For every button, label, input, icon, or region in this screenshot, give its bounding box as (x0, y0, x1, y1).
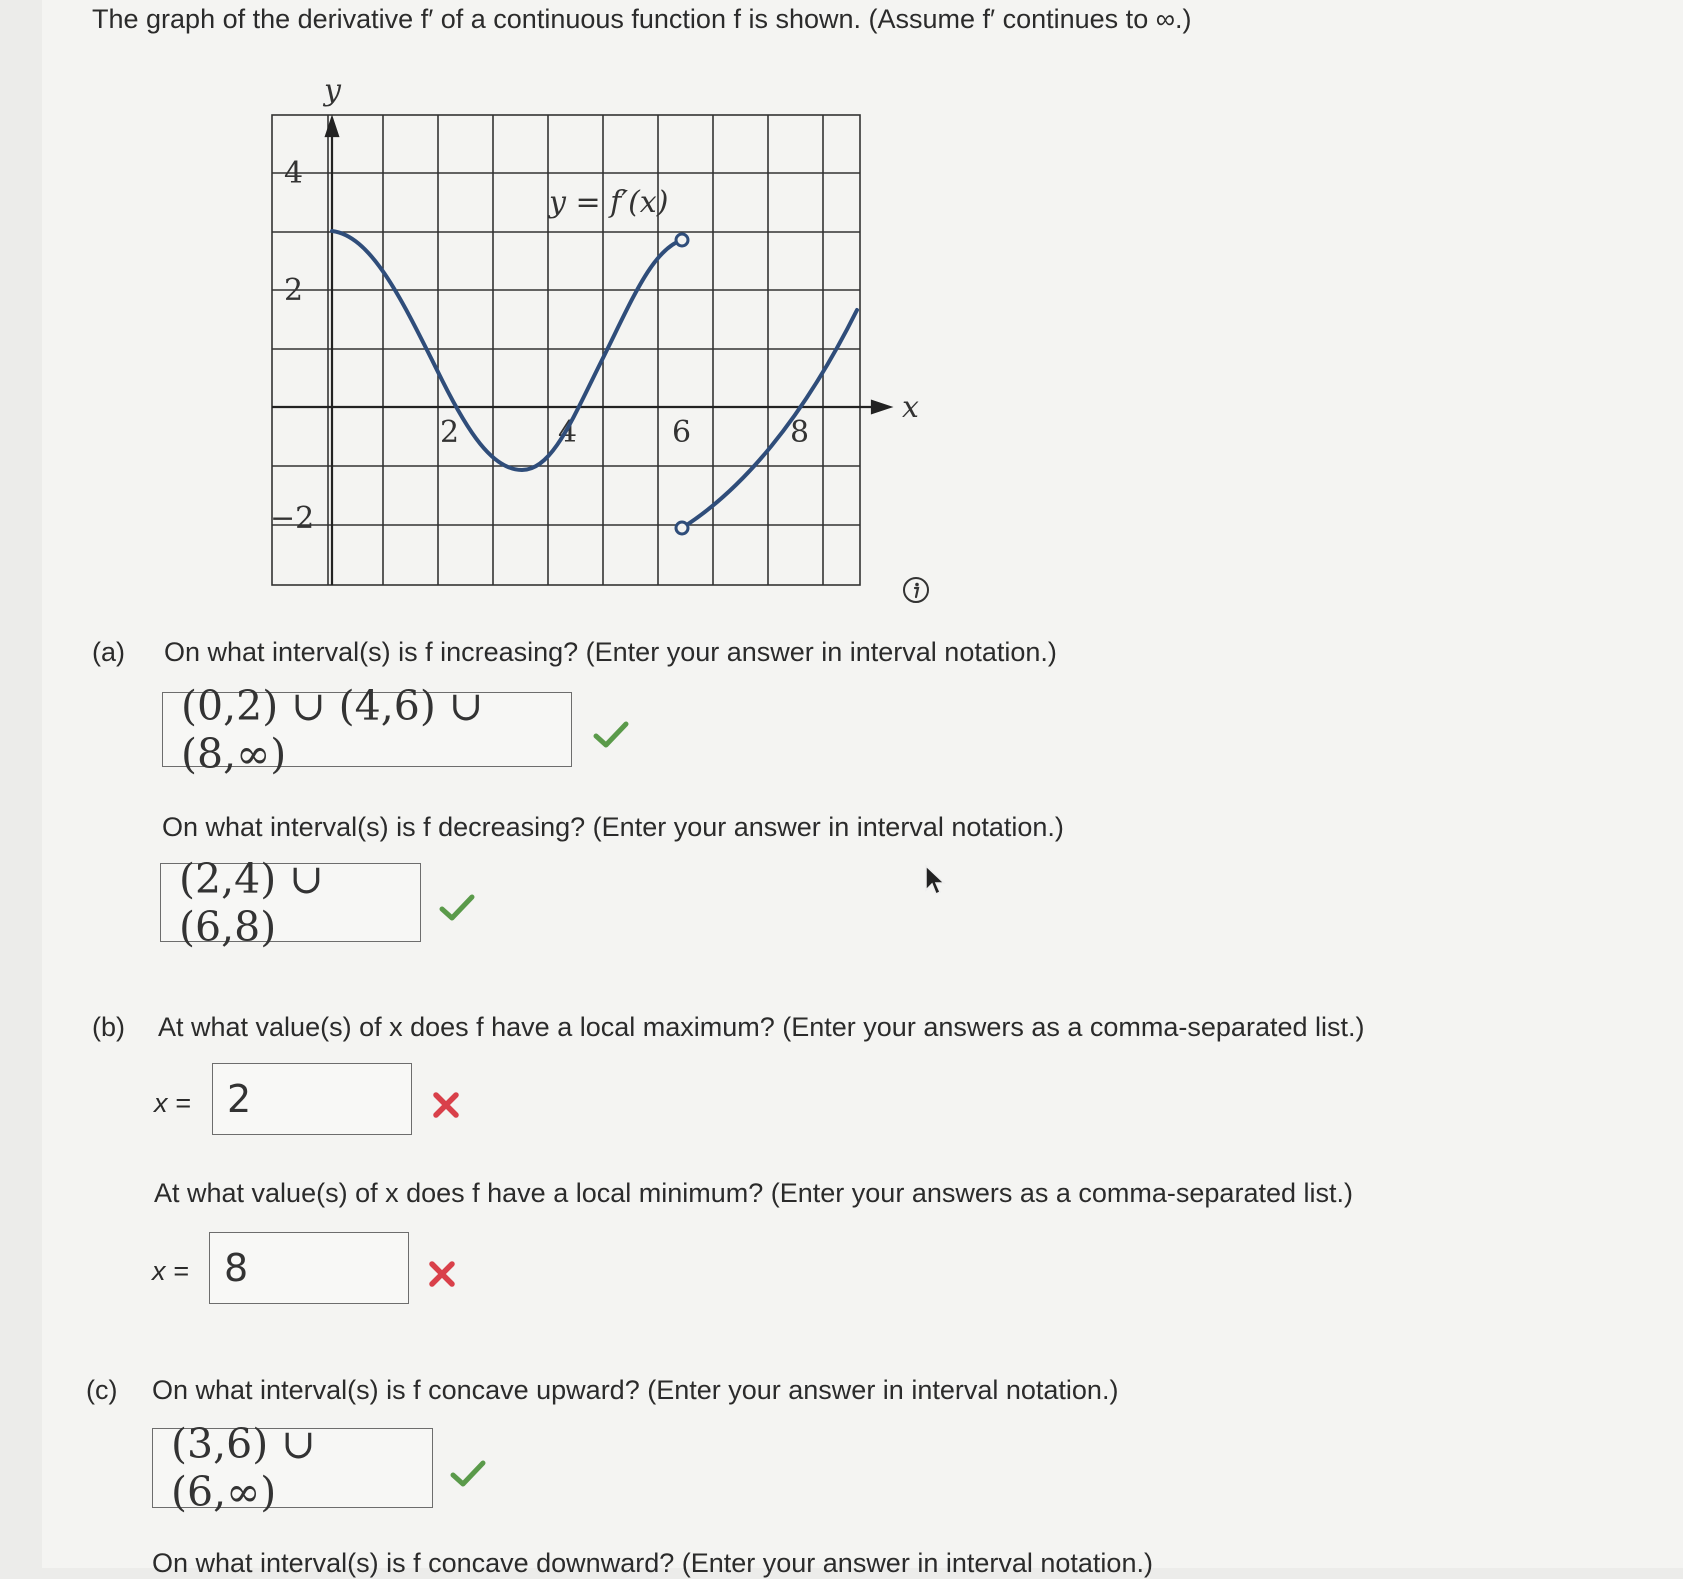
x-axis-label: x (902, 390, 919, 425)
part-a-tag: (a) (92, 637, 125, 667)
derivative-curve (332, 231, 857, 528)
x-tick-6: 6 (672, 415, 692, 450)
cross-icon (427, 1259, 457, 1289)
x-tick-8: 8 (790, 415, 810, 450)
y-tick-4: 4 (284, 156, 304, 191)
local-max-input[interactable]: 2 (212, 1063, 412, 1135)
part-a-question-increasing: On what interval(s) is f increasing? (Enter your answer in interval notation.) (164, 637, 1057, 667)
check-icon (450, 1459, 486, 1489)
mouse-cursor-icon (924, 864, 946, 898)
part-b-question-max: At what value(s) of x does f have a local maximum? (Enter your answers as a comma-separated list.) (158, 1012, 1365, 1042)
decreasing-answer-field[interactable]: (2,4) ∪ (6,8) (160, 863, 421, 942)
check-icon (593, 720, 629, 750)
part-a-question-decreasing: On what interval(s) is f decreasing? (Enter your answer in interval notation.) (162, 812, 1064, 842)
y-tick-2: 2 (284, 273, 304, 308)
x-tick-2: 2 (440, 415, 460, 450)
cross-icon (431, 1090, 461, 1120)
part-b-question-min: At what value(s) of x does f have a local minimum? (Enter your answers as a comma-separated list.) (154, 1178, 1353, 1208)
curve-segment-left (332, 231, 682, 470)
question-page (42, 0, 1683, 1578)
open-circle-bottom (676, 522, 688, 534)
increasing-answer-field[interactable]: (0,2) ∪ (4,6) ∪ (8,∞) (162, 692, 572, 767)
concave-up-answer-field[interactable]: (3,6) ∪ (6,∞) (152, 1428, 433, 1508)
open-circle-top (676, 234, 688, 246)
part-c-tag: (c) (86, 1375, 118, 1405)
info-icon[interactable] (902, 576, 930, 604)
x-axis-arrow (872, 401, 890, 413)
local-min-input[interactable]: 8 (209, 1232, 409, 1304)
x-equals-label: x = (152, 1256, 189, 1286)
part-c-question-concave-down: On what interval(s) is f concave downward? (Enter your answer in interval notation.) (152, 1548, 1153, 1578)
x-equals-label: x = (154, 1088, 191, 1118)
y-axis-label: y (324, 73, 341, 108)
y-tick-neg2: −2 (270, 501, 315, 536)
curve-label: y = f′(x) (549, 185, 669, 220)
derivative-graph (42, 0, 1042, 600)
curve-segment-right (682, 310, 857, 528)
x-tick-4: 4 (558, 415, 578, 450)
part-b-tag: (b) (92, 1012, 125, 1042)
part-c-question-concave-up: On what interval(s) is f concave upward? (Enter your answer in interval notation.) (152, 1375, 1119, 1405)
check-icon (439, 893, 475, 923)
problem-prompt: The graph of the derivative f′ of a continuous function f is shown. (Assume f′ continues to ∞.) (92, 4, 1192, 34)
